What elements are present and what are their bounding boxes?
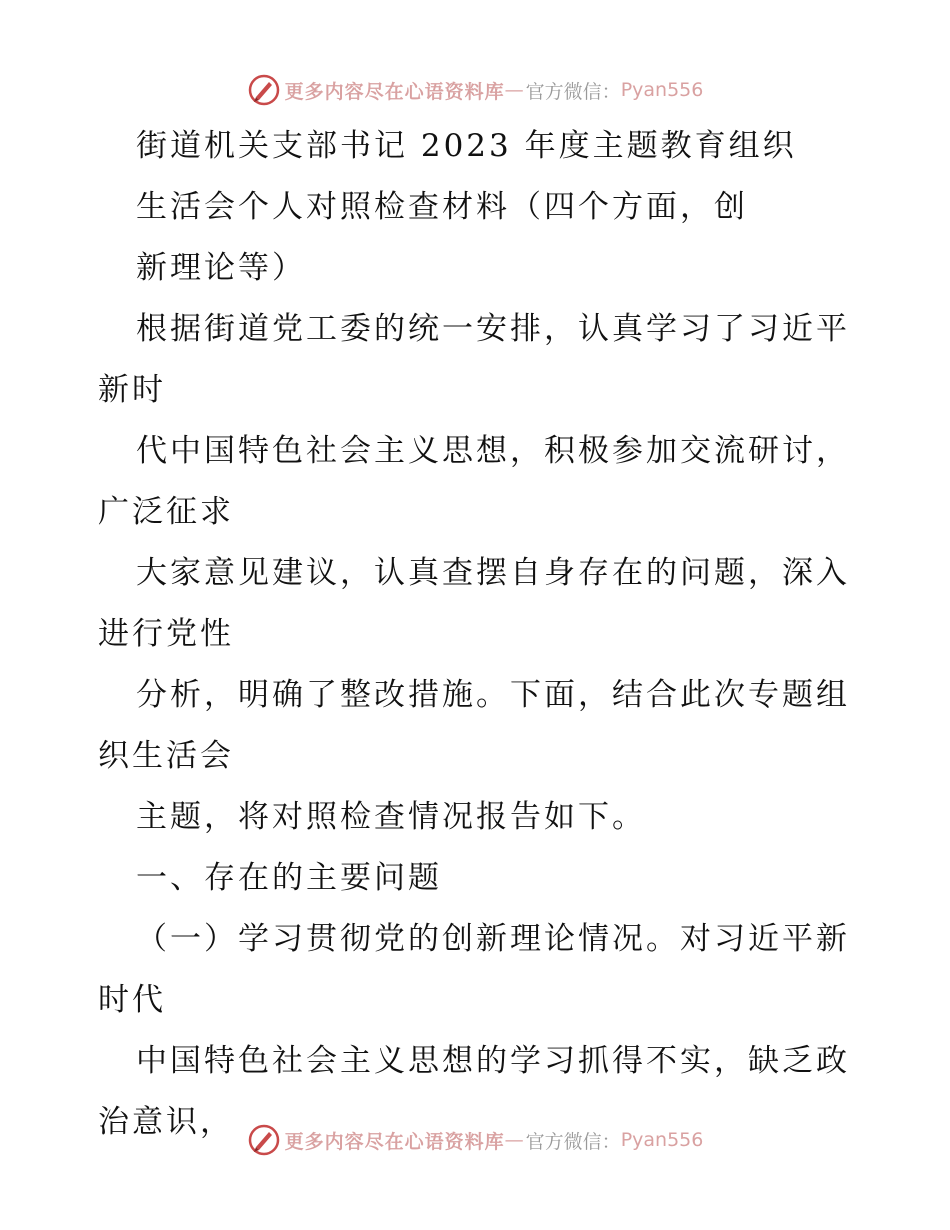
watermark-site-text: 更多内容尽在心语资料库 xyxy=(284,80,505,103)
subsection-line: （一）学习贯彻党的创新理论情况。对习近平新 xyxy=(136,921,850,957)
paragraph-line: 代中国特色社会主义思想，积极参加交流研讨， xyxy=(136,433,850,469)
title-line-3: 新理论等） xyxy=(136,250,306,286)
watermark-wechat-label: 官方微信： xyxy=(525,80,621,103)
paragraph-line: 根据街道党工委的统一安排，认真学习了习近平 xyxy=(136,311,850,347)
paragraph-line: 分析，明确了整改措施。下面，结合此次专题组 xyxy=(136,677,850,713)
watermark-dash: — xyxy=(504,79,524,101)
paragraph-line: 新时 xyxy=(98,372,166,408)
paragraph-line: 中国特色社会主义思想的学习抓得不实，缺乏政 xyxy=(136,1043,850,1079)
paragraph-line: 主题，将对照检查情况报告如下。 xyxy=(136,799,646,835)
document-body xyxy=(98,116,858,1153)
watermark-site-text: 更多内容尽在心语资料库 xyxy=(284,1130,505,1153)
paragraph-line: 治意识， xyxy=(98,1104,234,1140)
watermark-wechat-id: Pyan556 xyxy=(620,79,704,101)
watermark-wechat-id: Pyan556 xyxy=(620,1129,704,1151)
watermark-footer xyxy=(0,1122,950,1158)
pen-logo-icon xyxy=(247,73,281,107)
watermark-dash: — xyxy=(504,1129,524,1151)
paragraph-line: 广泛征求 xyxy=(98,494,234,530)
pen-logo-icon xyxy=(247,1123,281,1157)
section-heading: 一、存在的主要问题 xyxy=(136,860,442,896)
paragraph-line: 大家意见建议，认真查摆自身存在的问题，深入 xyxy=(136,555,850,591)
watermark-wechat-label: 官方微信： xyxy=(525,1130,621,1153)
watermark-header xyxy=(0,72,950,108)
subsection-line: 时代 xyxy=(98,982,166,1018)
paragraph-line: 织生活会 xyxy=(98,738,234,774)
title-line-2: 生活会个人对照检查材料（四个方面，创 xyxy=(136,189,748,225)
paragraph-line: 进行党性 xyxy=(98,616,234,652)
title-line-1: 街道机关支部书记 2023 年度主题教育组织 xyxy=(136,128,797,164)
